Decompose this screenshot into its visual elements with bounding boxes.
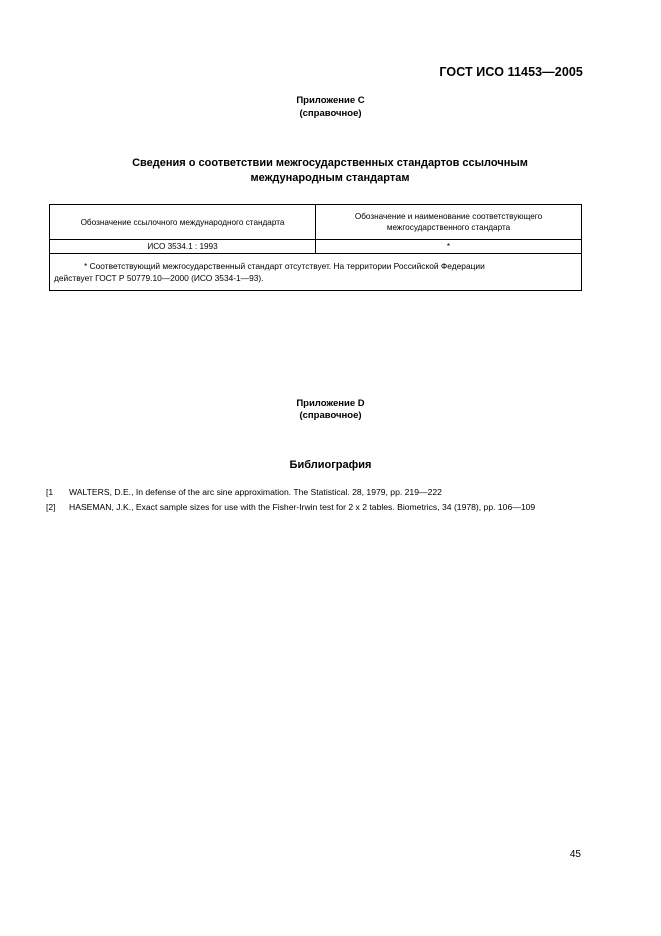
table-cell-international-standard: ИСО 3534.1 : 1993 bbox=[50, 240, 316, 254]
page-number: 45 bbox=[569, 849, 581, 860]
table-note-row bbox=[50, 254, 582, 291]
reference-number: [1 bbox=[46, 487, 54, 497]
table-header-col1: Обозначение ссылочного международного стандарта bbox=[50, 205, 316, 240]
table-header-row bbox=[50, 205, 582, 240]
table-row bbox=[50, 240, 582, 254]
table-note bbox=[50, 254, 582, 291]
reference-item bbox=[46, 486, 582, 499]
annex-c-heading-line2: международным стандартам bbox=[250, 172, 410, 184]
reference-text: WALTERS, D.E., In defense of the arc sine approximation. The Statistical. 28, 1979, pp. 219—222 bbox=[69, 487, 442, 497]
table-header-col2 bbox=[316, 205, 582, 240]
table-header-col2-line2: межгосударственного стандарта bbox=[386, 223, 511, 232]
correspondence-table bbox=[49, 204, 582, 291]
table-note-line1: * Соответствующий межгосударственный стандарт отсутствует. На территории Российской Федерации bbox=[84, 261, 485, 271]
reference-text: HASEMAN, J.K., Exact sample sizes for use with the Fisher-Irwin test for 2 x 2 tables. Biometrics, 34 (1978), pp. 106—109 bbox=[69, 502, 536, 512]
table-cell-interstate-standard: * bbox=[316, 240, 582, 254]
annex-c-subtitle: (справочное) bbox=[299, 108, 362, 119]
standard-code: ГОСТ ИСО 11453—2005 bbox=[439, 65, 583, 79]
table-header-col2-line1: Обозначение и наименование соответствующего bbox=[354, 212, 543, 221]
bibliography-heading: Библиография bbox=[289, 459, 372, 471]
annex-c-title: Приложение С bbox=[296, 95, 365, 106]
annex-d-title: Приложение D bbox=[296, 398, 365, 409]
reference-item bbox=[46, 501, 582, 514]
annex-c-heading-line1: Сведения о соответствии межгосударственных стандартов ссылочным bbox=[132, 157, 528, 169]
reference-number: [2] bbox=[46, 502, 56, 512]
table-note-line2: действует ГОСТ Р 50779.10—2000 (ИСО 3534-1—93). bbox=[54, 273, 264, 283]
annex-d-subtitle: (справочное) bbox=[299, 410, 362, 421]
